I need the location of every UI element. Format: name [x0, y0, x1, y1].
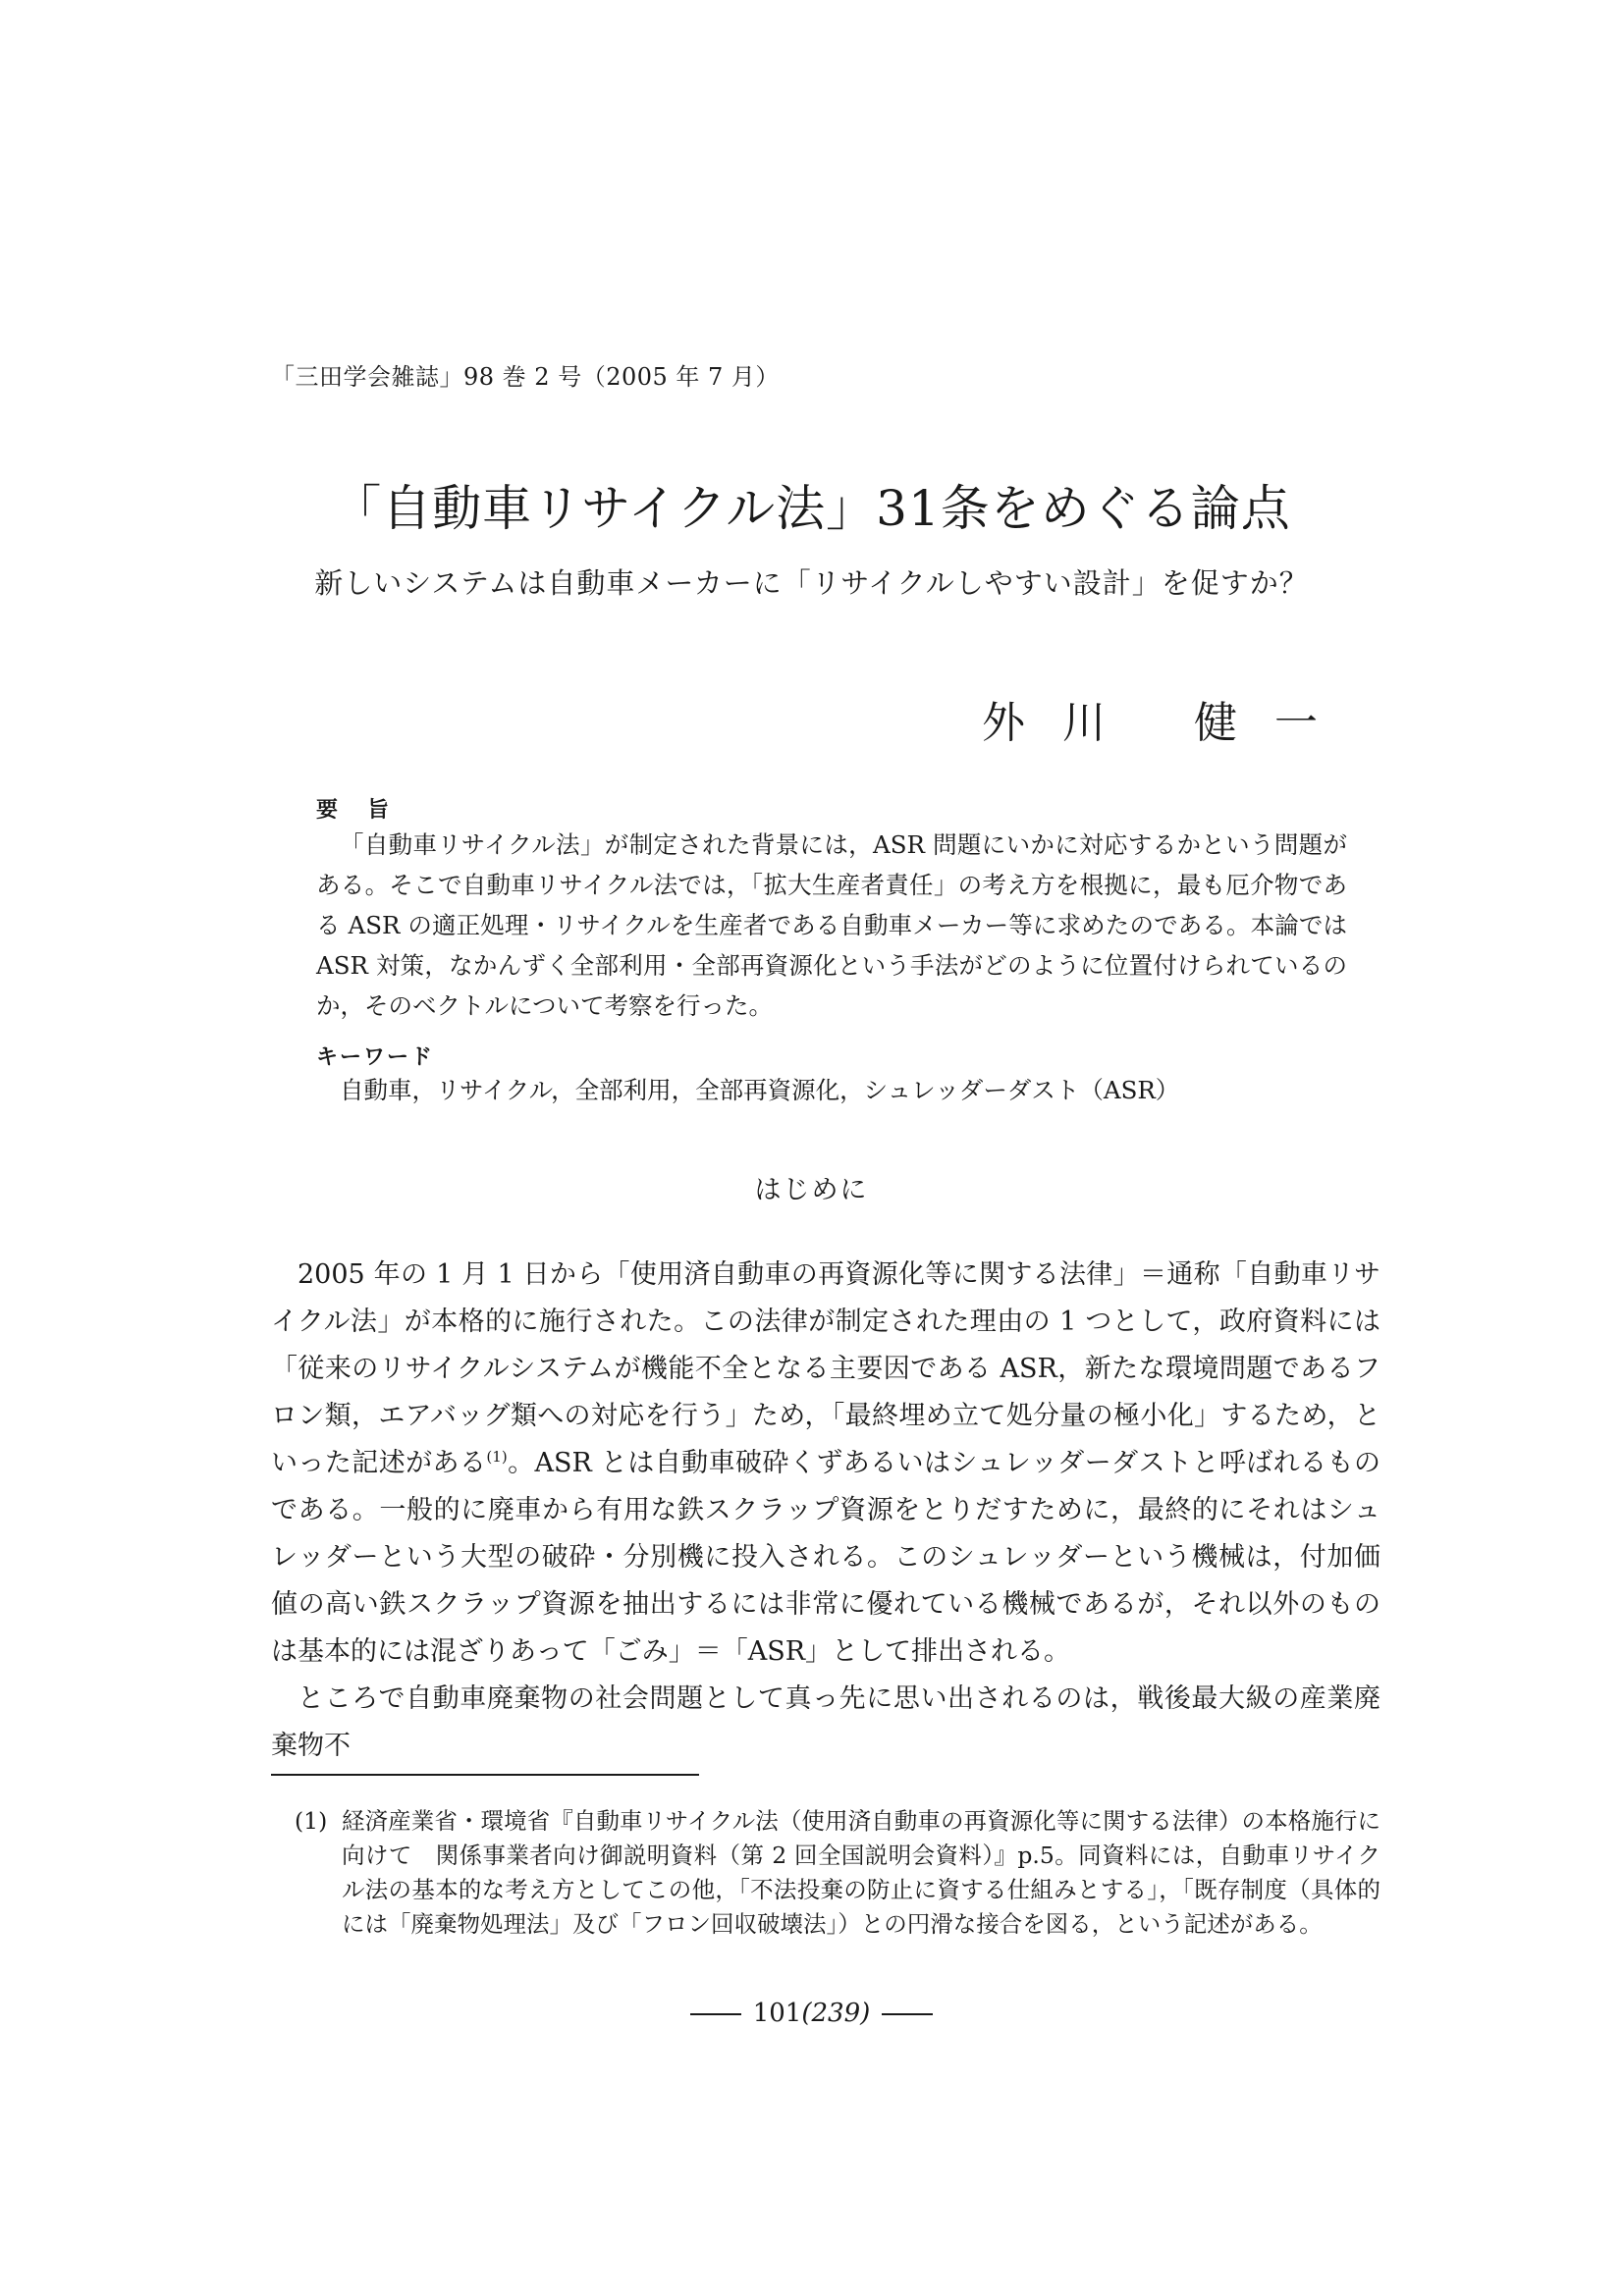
keywords-heading: キーワード: [316, 1044, 435, 1070]
page-dash-left: [690, 2013, 741, 2015]
footnote-reference[interactable]: (1): [486, 1448, 508, 1466]
footnote-number: (1): [295, 1807, 328, 1835]
footnote-text: 経済産業省・環境省『自動車リサイクル法（使用済自動車の再資源化等に関する法律）の本格施行に向けて 関係事業者向け御説明資料（第 2 回全国説明会資料）』p.5。同資料には，自動車リサイクル法の基本的な考え方としてこの他，「不法投棄の防止に資する仕組みとする」，「既存制度（具体的には「廃棄物処理法」及び「フロン回収破壊法」）との円滑な接合を図る，という記述がある。: [342, 1807, 1380, 1938]
journal-citation: 「三田学会雑誌」98 巻 2 号（2005 年 7 月）: [271, 363, 780, 391]
page-dash-right: [882, 2013, 933, 2015]
page-footer: [0, 1999, 1623, 2028]
footnote-divider: [271, 1774, 699, 1776]
paragraph-1-part-a: 2005 年の 1 月 1 日から「使用済自動車の再資源化等に関する法律」＝通称「自動車リサイクル法」が本格的に施行された。この法律が制定された理由の 1 つとして，政府資料には「従来のリサイクルシステムが機能不全となる主要因である ASR，新たな環境問題であるフロン類，エアバッグ類への対応を行う」ため，「最終埋め立て処分量の極小化」するため，といった記述がある: [271, 1259, 1380, 1478]
keywords-text: 自動車，リサイクル，全部利用，全部再資源化，シュレッダーダスト（ASR）: [340, 1076, 1180, 1104]
section-heading: はじめに: [754, 1175, 869, 1205]
page-total-number: (239): [801, 1999, 871, 2028]
abstract-heading: 要旨: [316, 797, 419, 823]
article-title: 「自動車リサイクル法」31条をめぐる論点: [332, 480, 1291, 537]
footnote: [295, 1804, 1380, 1942]
author-name: 外川 健一: [982, 698, 1355, 748]
body-text: [271, 1252, 1380, 1770]
article-subtitle: 新しいシステムは自動車メーカーに「リサイクルしやすい設計」を促すか？: [314, 566, 1309, 600]
page-number: 101: [752, 1999, 802, 2028]
abstract-text: 「自動車リサイクル法」が制定された背景には，ASR 問題にいかに対応するかという問題がある。そこで自動車リサイクル法では，「拡大生産者責任」の考え方を根拠に，最も厄介物である ASR の適正処理・リサイクルを生産者である自動車メーカー等に求めたのである。本論では ASR 対策，なかんずく全部利用・全部再資源化という手法がどのように位置付けられているのか，そのベクトルについて考察を行った。: [316, 830, 1347, 1020]
paragraph-1-part-b: 。ASR とは自動車破砕くずあるいはシュレッダーダストと呼ばれるものである。一般的に廃車から有用な鉄スクラップ資源をとりだすために，最終的にそれはシュレッダーという大型の破砕・分別機に投入される。このシュレッダーという機械は，付加価値の高い鉄スクラップ資源を抽出するには非常に優れている機械であるが，それ以外のものは基本的には混ざりあって「ごみ」＝「ASR」として排出される。: [271, 1448, 1380, 1667]
body-paragraph-2: ところで自動車廃棄物の社会問題として真っ先に思い出されるのは，戦後最大級の産業廃棄物不: [271, 1683, 1380, 1761]
body-paragraph-1: [271, 1252, 1380, 1676]
